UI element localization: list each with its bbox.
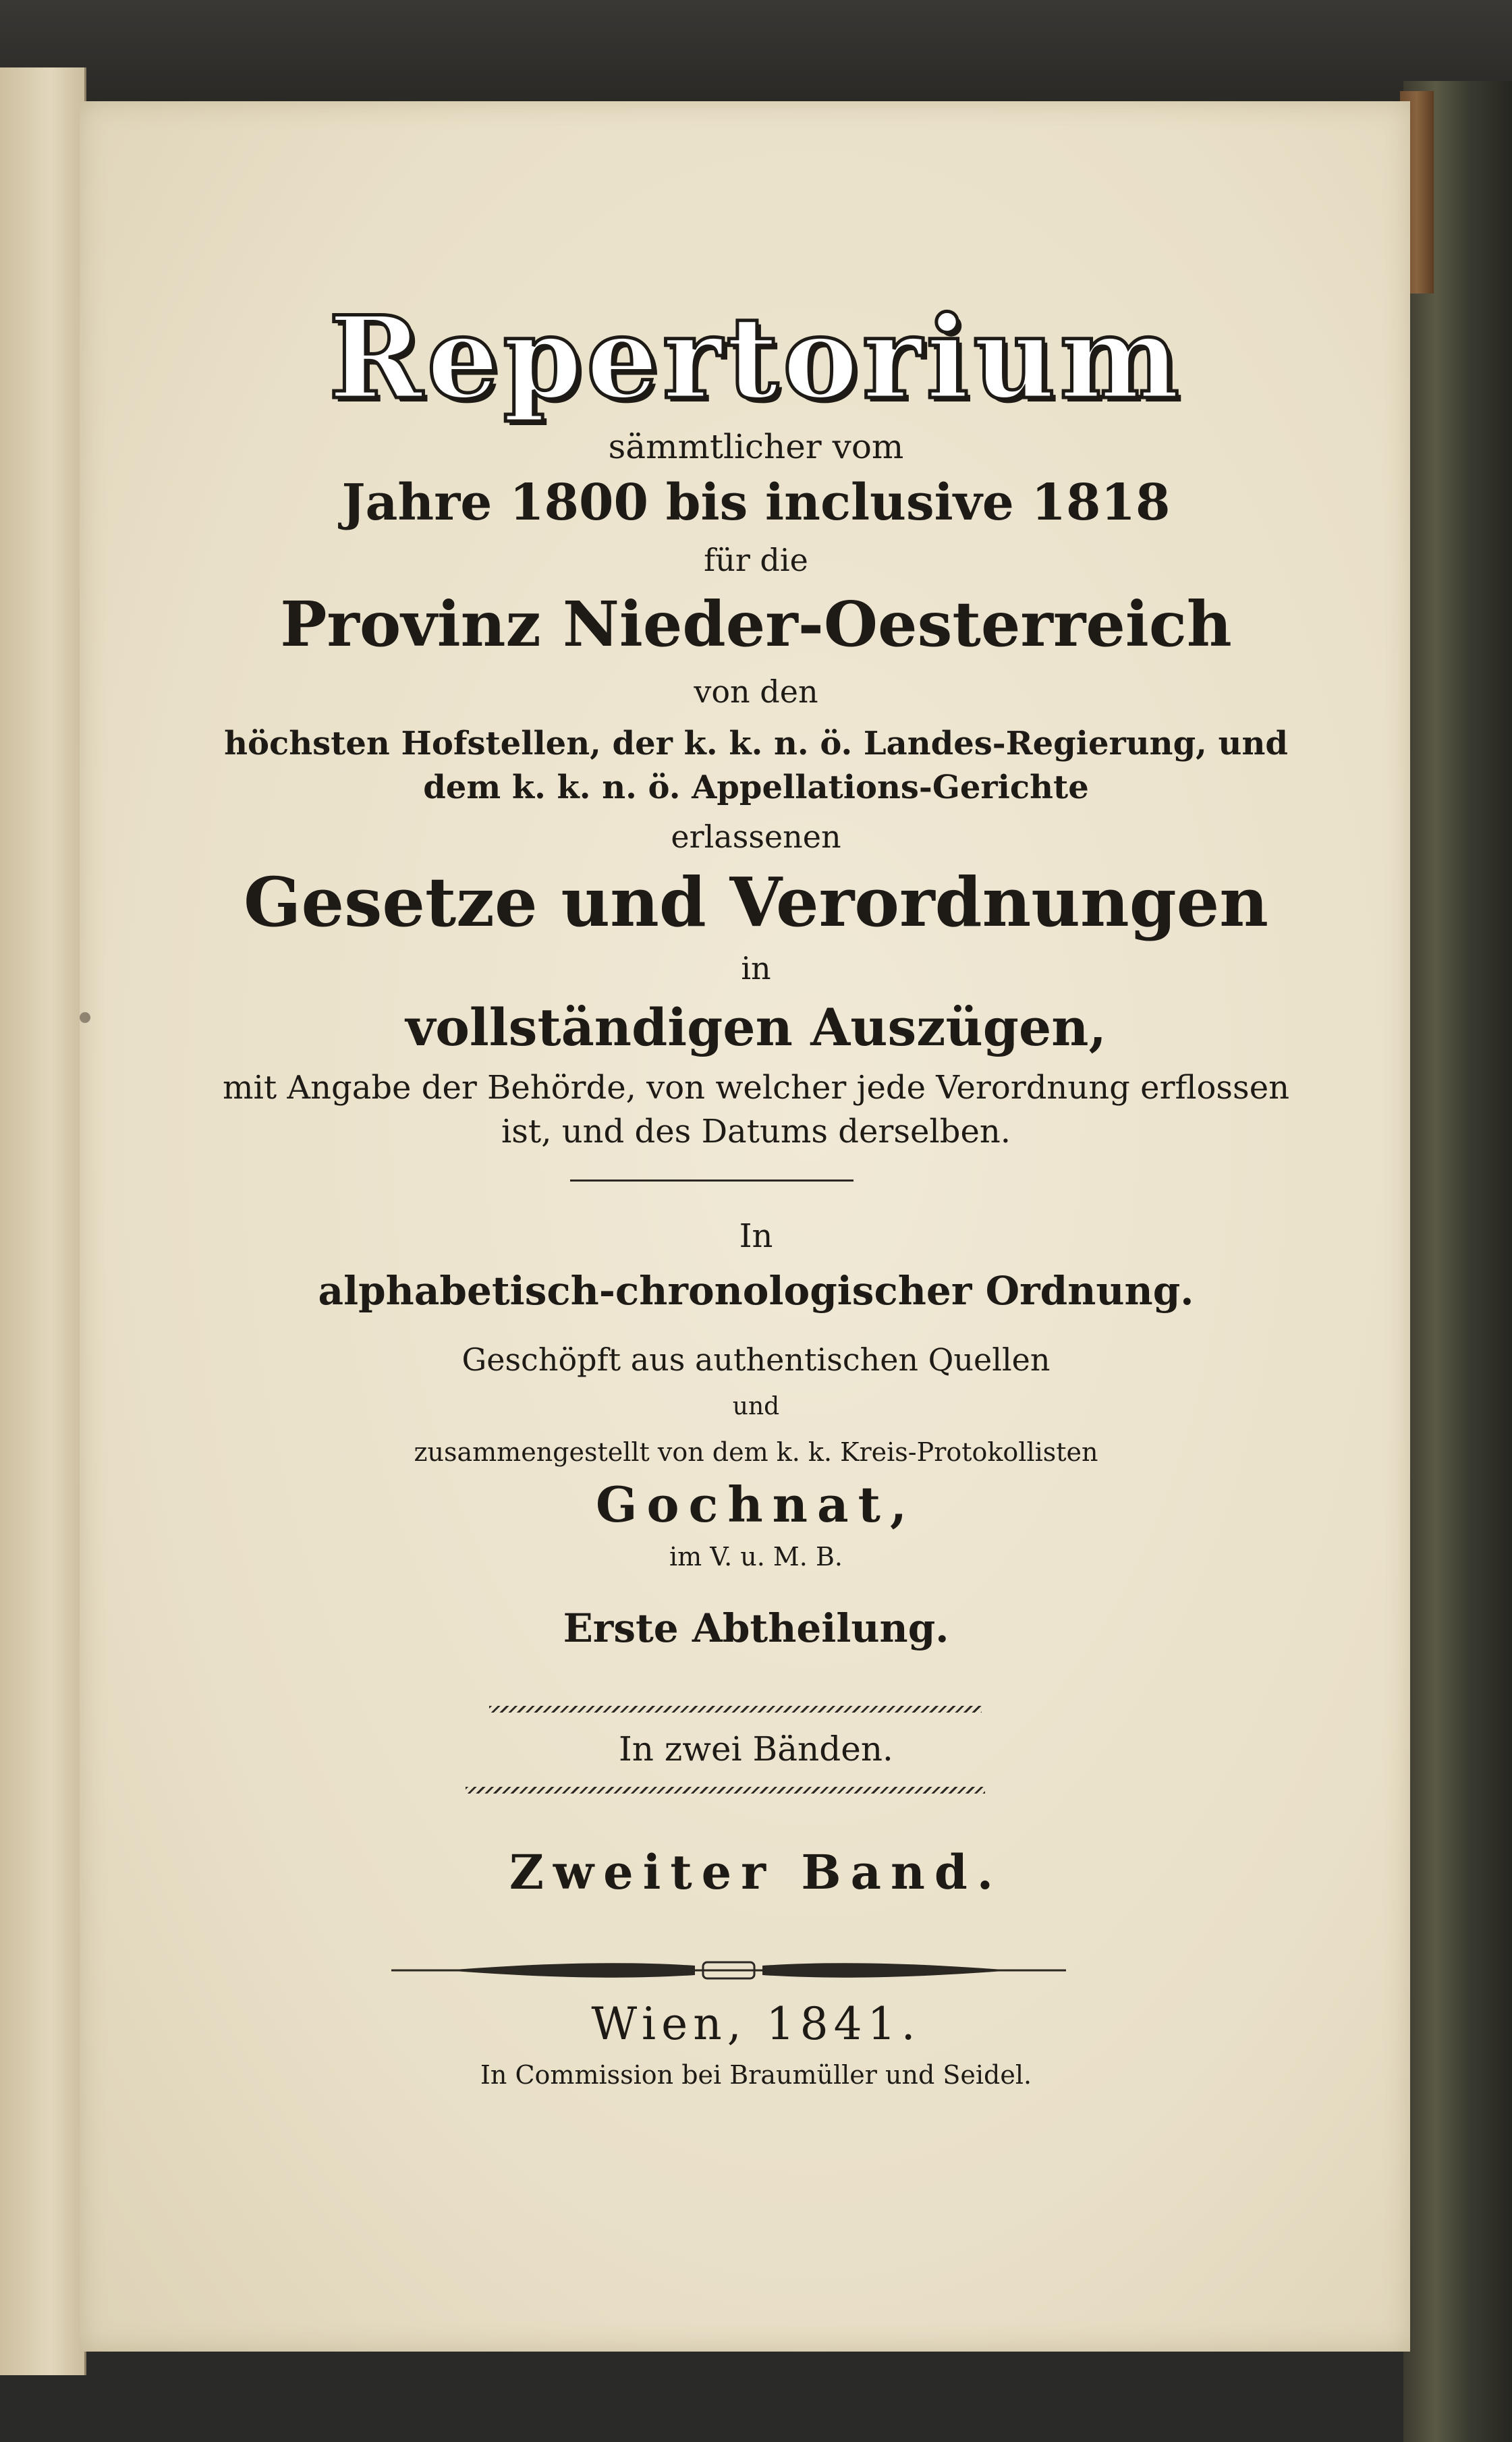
subtitle-line-3: für die [704, 542, 808, 578]
main-subject: Gesetze und Verordnungen [244, 862, 1268, 942]
subtitle-line-1: sämmtlicher vom [608, 427, 904, 466]
extract-type: vollständigen Auszügen, [405, 997, 1107, 1057]
subtitle-line-5: von den [694, 673, 818, 710]
description-line-1: mit Angabe der Behörde, von welcher jede Verordnung erflossen [222, 1069, 1290, 1107]
divider-rule [570, 1180, 853, 1182]
volume-label: Zweiter Band. [509, 1844, 1003, 1900]
compiler-line: zusammengestellt von dem k. k. Kreis-Protokollisten [414, 1437, 1098, 1467]
order-intro: In [739, 1217, 773, 1255]
publisher-line: In Commission bei Braumüller und Seidel. [480, 2060, 1032, 2090]
wavy-rule-bottom [466, 1787, 985, 1794]
volume-count: In zwei Bänden. [619, 1729, 893, 1769]
description-line-2: ist, und des Datums derselben. [501, 1113, 1011, 1150]
place-and-date: Wien, 1841. [591, 1998, 921, 2050]
year-range: Jahre 1800 bis inclusive 1818 [341, 474, 1171, 532]
author-district: im V. u. M. B. [669, 1542, 843, 1572]
authorities-line-2: dem k. k. n. ö. Appellations-Gerichte [423, 769, 1089, 806]
author-name: Gochnat, [595, 1476, 917, 1533]
book-cover-top [0, 0, 1512, 101]
subtitle-line-10: in [741, 950, 771, 987]
section-label: Erste Abtheilung. [563, 1605, 949, 1651]
source-line: Geschöpft aus authentischen Quellen [461, 1341, 1051, 1378]
subtitle-line-8: erlassenen [671, 818, 841, 855]
order-type: alphabetisch-chronologischer Ordnung. [318, 1268, 1194, 1314]
ornament-divider [391, 1953, 1066, 1987]
authorities-line-1: höchsten Hofstellen, der k. k. n. ö. Landes-Regierung, und [224, 725, 1288, 762]
conjunction-line: und [732, 1393, 780, 1420]
wavy-rule-top [489, 1706, 982, 1713]
book-title: Repertorium [328, 291, 1184, 424]
province-name: Provinz Nieder-Oesterreich [280, 588, 1232, 661]
